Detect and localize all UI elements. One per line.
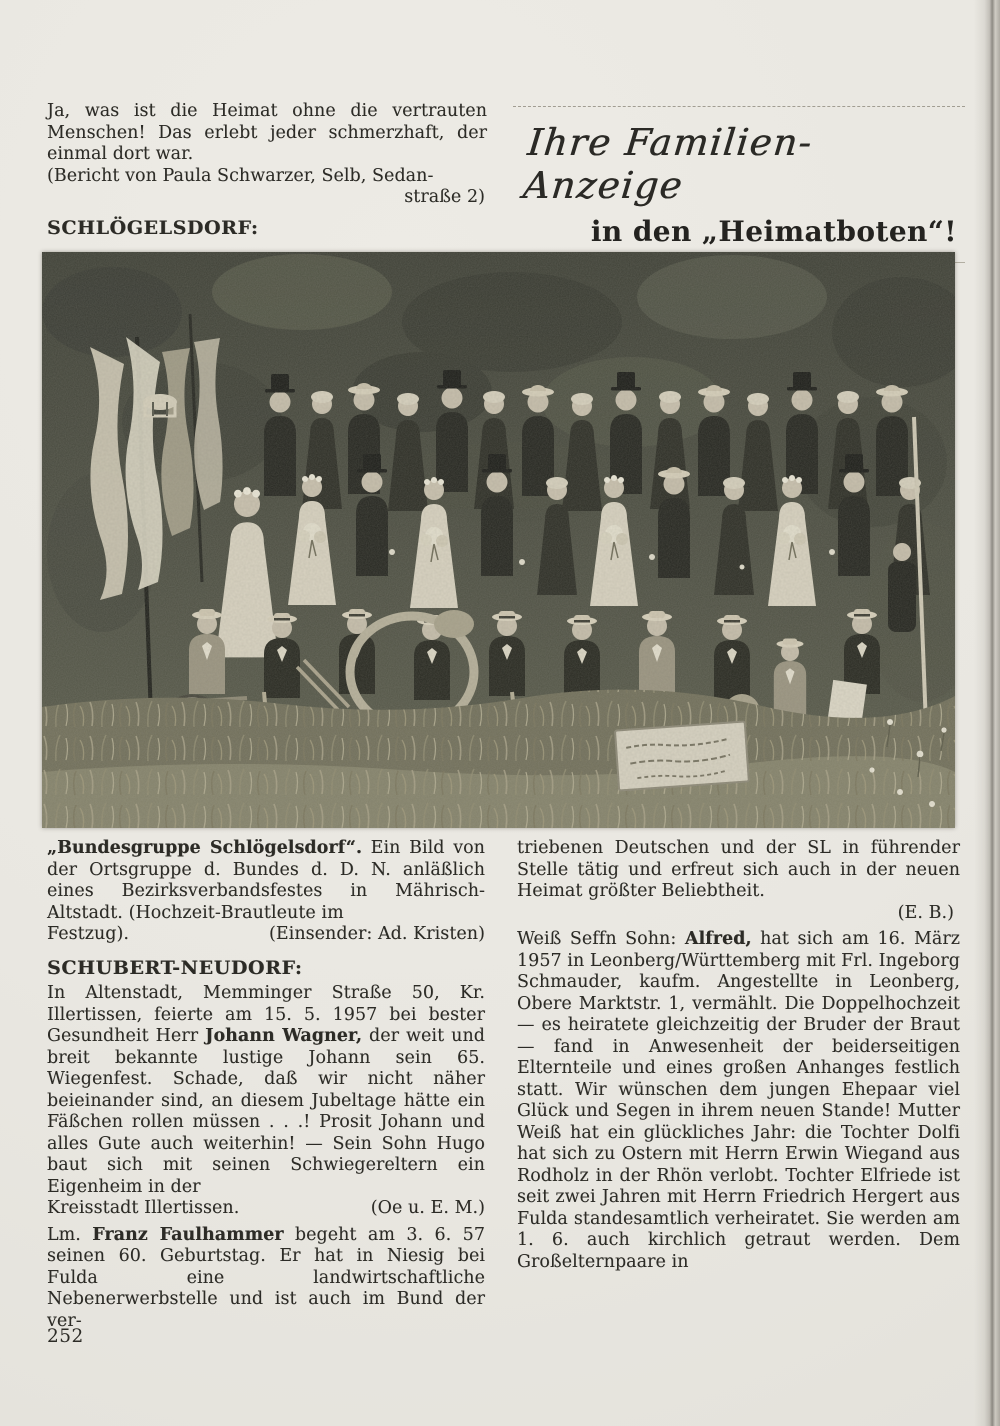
wagner-kreisstadt: Kreisstadt Illertissen. <box>47 1198 240 1218</box>
wagner-lastline <box>47 1198 485 1220</box>
intro-paragraph: Ja, was ist die Heimat ohne die vertrauten Menschen! Das erlebt jeder schmerzhaft, der einmal dort war. <box>47 101 487 164</box>
news-paragraph-weiss: Weiß Seffn Sohn: Alfred, hat sich am 16. März 1957 in Leonberg/Württemberg mit Frl. Ingeborg Schmauder, kaufm. Angestellte in Leonberg, Obere Marktstr. 1, vermählt. Die Doppelhochzeit — es heiratete gleichzeitig der Bruder der Braut — fand in Anwesenheit der beiderseitigen Elternteile und eines großen Anhanges festlich statt. Wir wünschen dem jungen Ehepaar viel Glück und Segen in ihrem neuen Stande! Mutter Weiß hat ein glückliches Jahr: die Tochter Dolfi hat sich zu Ostern mit Herrn Erwin Wiegand aus Rodholz in der Rhön verlobt. Tochter Elfriede ist seit zwei Jahren mit Herrn Friedrich Hergert aus Fulda standesamtlich verheiratet. Sie werden am 1. 6. auch kirchlich getraut werden. Dem Großelternpaare in <box>517 929 961 1272</box>
page-number: 252 <box>47 1326 84 1347</box>
name-johann-wagner: Johann Wagner, <box>205 1026 363 1046</box>
family-ad-box <box>513 106 965 263</box>
photo-caption-bold: „Bundesgruppe Schlögelsdorf“. <box>47 838 362 858</box>
group-photo-illustration <box>42 252 955 828</box>
photo-caption-lastline <box>47 924 485 946</box>
report-credit <box>47 166 487 209</box>
caption-festzug: Festzug). <box>47 924 130 944</box>
ad-script-line: Ihre Familien-Anzeige <box>521 121 815 207</box>
news-paragraph-wagner: In Altenstadt, Memminger Straße 50, Kr. Illertissen, feierte am 15. 5. 1957 bei bester Gesundheit Herr Johann Wagner, der weit und breit bekannte lustige Johann sein 65. Wiegenfest. Schade, daß wir nicht näher beieinander sind, an diesem Jubeltage hätte ein Fäßchen rollen müssen . . .! Prosit Johann und alles Gute auch weiterhin! — Sein Sohn Hugo baut sich mit seinen Schwiegereltern ein Eigenheim in der <box>47 983 485 1197</box>
news-paragraph-continued: triebenen Deutschen und der SL in führender Stelle tätig und erfreut sich auch in der neuen Heimat größter Beliebtheit. <box>517 838 960 901</box>
report-credit-line2: straße 2) <box>404 187 485 207</box>
name-franz-faulhammer: Franz Faulhammer <box>92 1224 284 1245</box>
scan-edge-shadow <box>974 0 1000 1426</box>
left-column <box>47 838 485 1332</box>
section-heading-schubert-neudorf: SCHUBERT-NEUDORF: <box>47 956 303 979</box>
news-paragraph-faulhammer: Lm. Franz Faulhammer begeht am 3. 6. 57 seinen 60. Geburtstag. Er hat in Niesig bei Fulda eine landwirtschaftliche Nebenerwerbstelle und ist auch im Bund der ver- <box>47 1224 485 1331</box>
group-photo <box>42 252 955 828</box>
photo-grain-light <box>42 252 955 828</box>
right-column <box>517 838 960 1273</box>
caption-einsender: (Einsender: Ad. Kristen) <box>269 924 485 944</box>
paragraph-sign-eb: (E. B.) <box>897 902 954 923</box>
section-heading-schloegelsdorf: SCHLÖGELSDORF: <box>47 216 259 239</box>
report-credit-line1: (Bericht von Paula Schwarzer, Selb, Sedan- <box>47 165 434 186</box>
ad-bold-line: in den „Heimatboten“! <box>590 215 957 248</box>
wagner-sign: (Oe u. E. M.) <box>370 1198 485 1218</box>
intro-block <box>47 101 487 239</box>
name-alfred: Alfred, <box>684 929 752 949</box>
photo-caption <box>47 838 485 924</box>
photo-caption-text: Ein Bild von der Ortsgruppe d. Bundes d. D. N. anläßlich eines Bezirksverbandsfestes in Mährisch-Altstadt. (Hochzeit-Brautleute im <box>47 838 485 923</box>
